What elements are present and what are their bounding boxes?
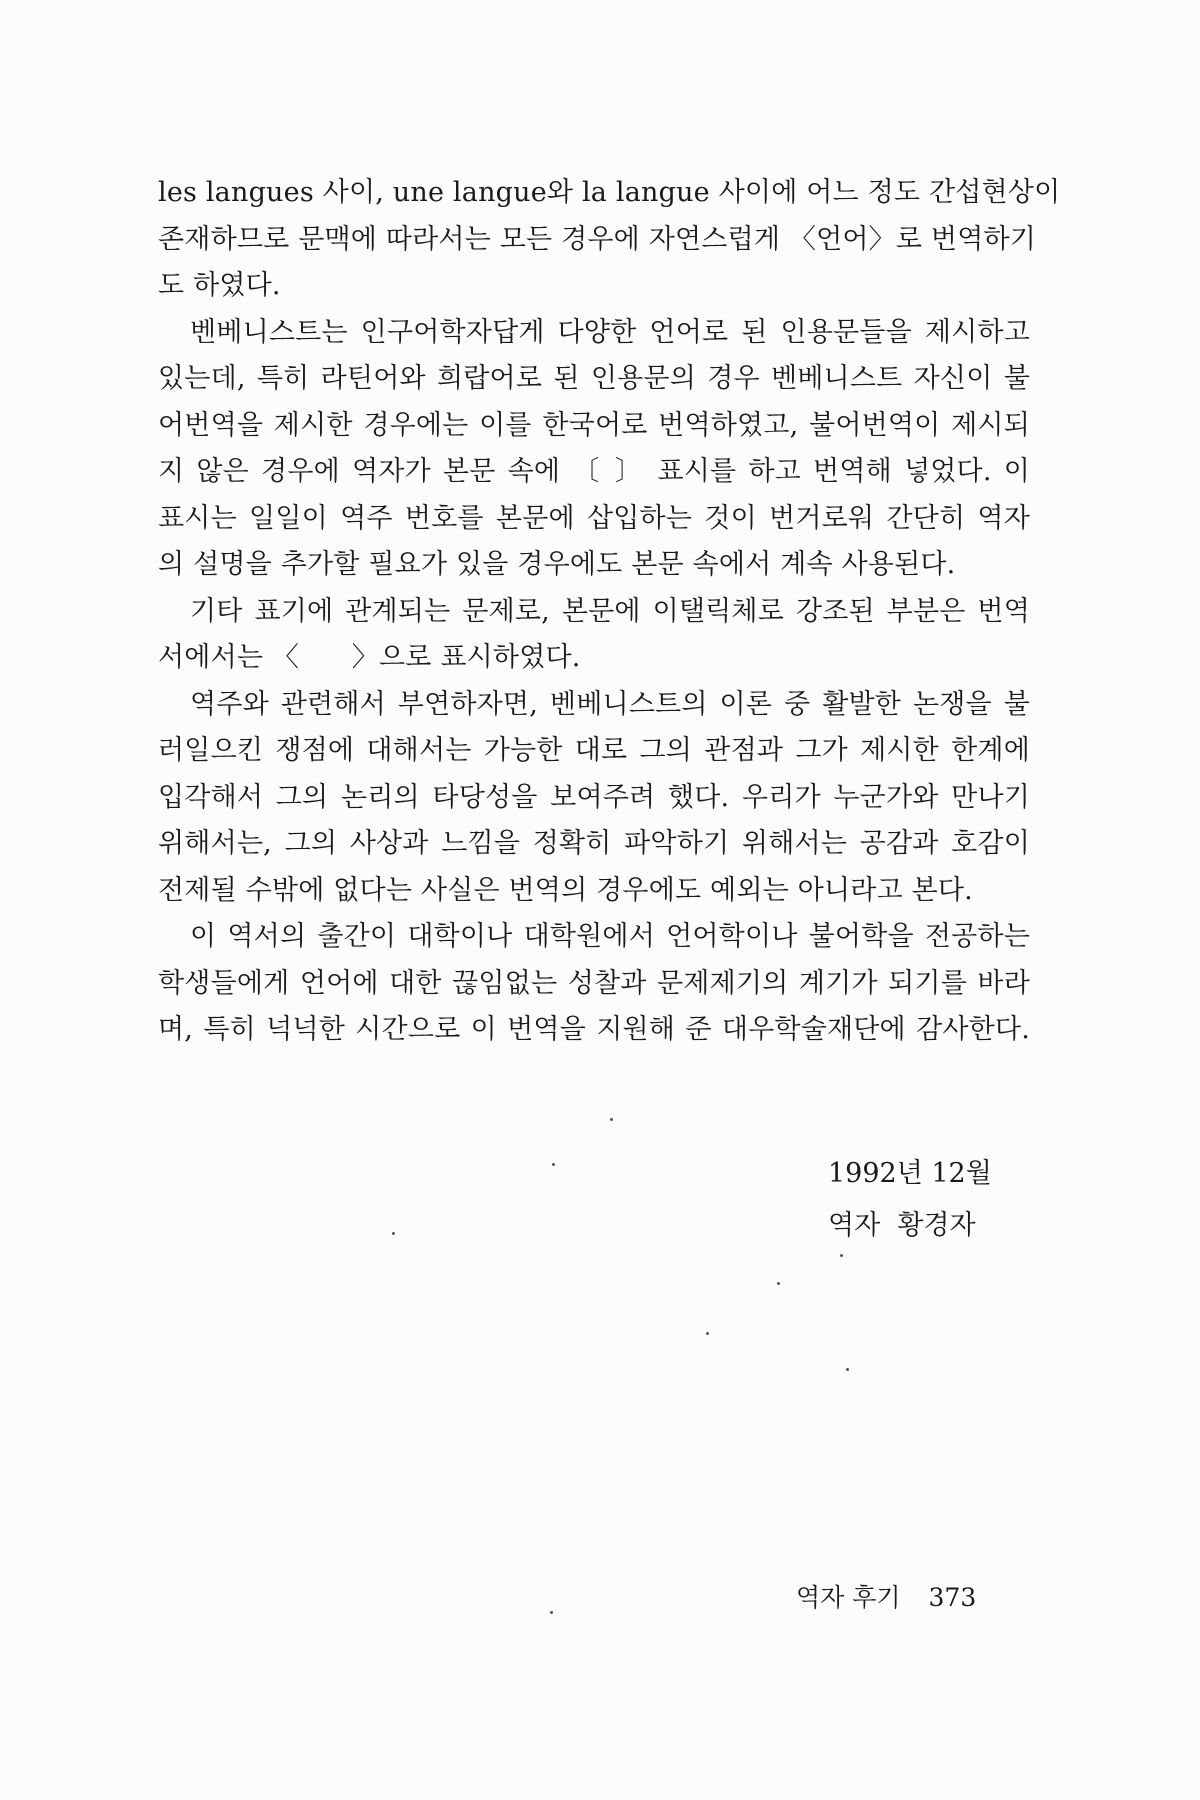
text-line: 벤베니스트는 인구어학자답게 다양한 언어로 된 인용문들을 제시하고 (190, 316, 1030, 348)
text-line: 입각해서 그의 논리의 타당성을 보여주려 했다. 우리가 누군가와 만나기 (158, 781, 1030, 813)
paragraph-5 (158, 914, 1030, 1054)
signature-block (828, 1148, 992, 1252)
body-text (158, 170, 1061, 1054)
text-line: 지 않은 경우에 역자가 본문 속에 〔 〕 표시를 하고 번역해 넣었다. 이 (158, 456, 1030, 487)
text-line: 학생들에게 언어에 대한 끊임없는 성찰과 문제제기의 계기가 되기를 바라 (158, 967, 1030, 999)
paragraph-4 (158, 682, 1030, 915)
running-footer-section: 역자 후기 (796, 1583, 901, 1612)
text-line: 서에서는 〈 〉으로 표시하였다. (158, 642, 581, 673)
scan-speck (846, 1368, 849, 1371)
text-line: 며, 특히 넉넉한 시간으로 이 번역을 지원해 준 대우학술재단에 감사한다. (158, 1014, 1030, 1045)
text-line: 존재하므로 문맥에 따라서는 모든 경우에 자연스럽게 〈언어〉로 번역하기 (158, 223, 1037, 255)
text-line: 표시는 일일이 역주 번호를 본문에 삽입하는 것이 번거로워 간단히 역자 (158, 502, 1030, 534)
paragraph-1 (158, 170, 1061, 310)
text-line: 러일으킨 쟁점에 대해서는 가능한 대로 그의 관점과 그가 제시한 한계에 (158, 735, 1030, 766)
scan-speck (392, 1232, 395, 1235)
page-footer (796, 1578, 976, 1614)
text-line: 있는데, 특히 라틴어와 희랍어로 된 인용문의 경우 벤베니스트 자신이 불 (158, 363, 1030, 394)
page-number: 373 (928, 1583, 977, 1612)
paragraph-3 (158, 589, 1030, 682)
text-line: les langues 사이, une langue와 la langue 사이에 어느 정도 간섭현상이 (158, 177, 1061, 208)
text-line: 의 설명을 추가할 필요가 있을 경우에도 본문 속에서 계속 사용된다. (158, 549, 956, 580)
text-line: 역주와 관련해서 부연하자면, 벤베니스트의 이론 중 활발한 논쟁을 불 (190, 688, 1030, 720)
text-line: 도 하였다. (158, 270, 281, 301)
scan-speck (777, 1282, 780, 1285)
scan-speck (550, 1611, 553, 1614)
scan-speck (610, 1118, 613, 1121)
scan-speck (706, 1332, 709, 1335)
text-line: 기타 표기에 관계되는 문제로, 본문에 이탤릭체로 강조된 부분은 번역 (190, 595, 1030, 627)
text-line: 이 역서의 출간이 대학이나 대학원에서 언어학이나 불어학을 전공하는 (190, 921, 1030, 952)
scan-speck (840, 1254, 843, 1257)
text-line: 전제될 수밖에 없다는 사실은 번역의 경우에도 예외는 아니라고 본다. (158, 874, 973, 906)
text-line: 어번역을 제시한 경우에는 이를 한국어로 번역하였고, 불어번역이 제시되 (158, 409, 1030, 441)
signature-date: 1992년 12월 (828, 1158, 992, 1189)
text-line: 위해서는, 그의 사상과 느낌을 정확히 파악하기 위해서는 공감과 호감이 (158, 828, 1030, 859)
scan-speck (552, 1163, 555, 1166)
paragraph-2 (158, 310, 1030, 589)
signature-author: 역자 황경자 (828, 1210, 976, 1241)
